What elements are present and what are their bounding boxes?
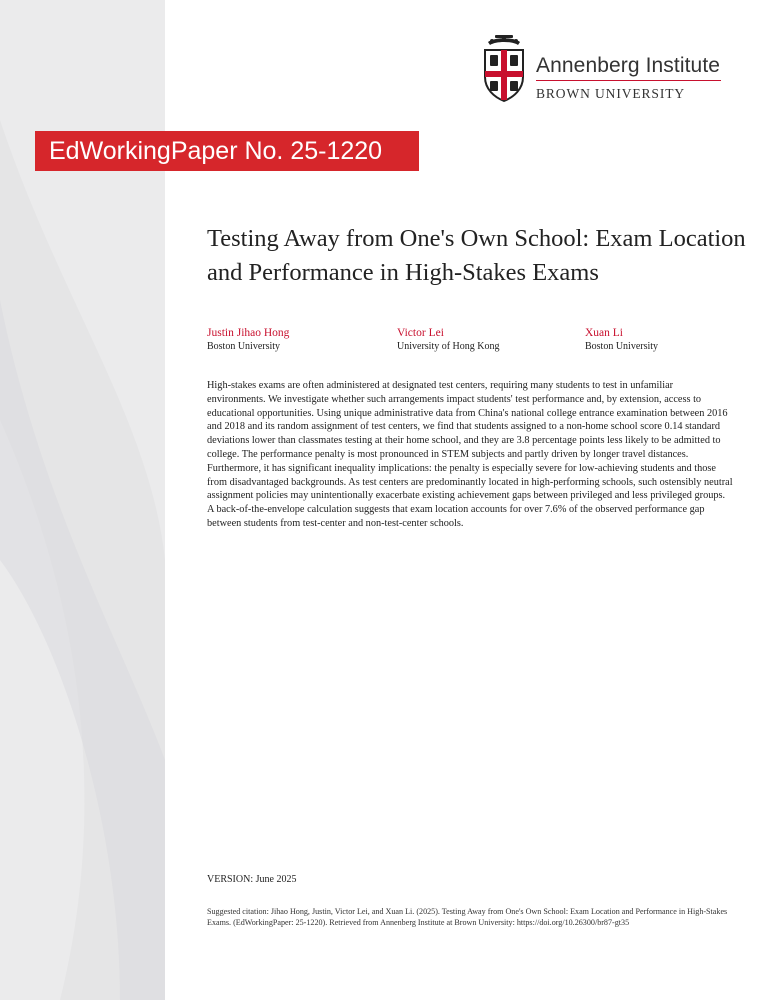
working-paper-banner: EdWorkingPaper No. 25-1220 — [35, 131, 419, 171]
institute-name: Annenberg Institute — [536, 54, 721, 77]
author-affiliation: University of Hong Kong — [397, 341, 500, 352]
university-name: BROWN UNIVERSITY — [536, 86, 686, 101]
author-name: Justin Jihao Hong — [207, 327, 290, 339]
brown-shield-icon — [482, 33, 526, 103]
logo-divider — [536, 80, 721, 81]
abstract: High-stakes exams are often administered at designated test centers, requiring many students to test in unfamiliar environments. We investigate whether such arrangements impact students' test performance and, by extension, access to educational opportunities. Using unique administrative data from China's national college entrance examination between 2016 and 2018 and its random assignment of test centers, we find that students assigned to a non-home school score 0.14 standard deviations lower than classmates testing at their home school, and they are 3.8 percentage points less likely to be admitted to college. The performance penalty is most pronounced in STEM subjects and partly driven by longer travel distances. Furthermore, it has significant inequality implications: the penalty is especially severe for low-achieving students and those from disadvantaged backgrounds. As test centers are predominantly located in high-performing schools, such ostensibly neutral assignment policies may unintentionally exacerbate existing achievement gaps between privileged and less privileged groups. A back-of-the-envelope calculation suggests that exam location accounts for over 7.6% of the observed performance gap between students from test-center and non-test-center schools. — [207, 380, 733, 529]
author-affiliation: Boston University — [207, 341, 281, 352]
author-block — [585, 326, 765, 354]
author-name: Xuan Li — [585, 327, 624, 339]
author-name: Victor Lei — [397, 327, 444, 339]
annenberg-logo[interactable] — [482, 33, 732, 103]
suggested-citation: Suggested citation: Jihao Hong, Justin, Victor Lei, and Xuan Li. (2025). Testing Away from One's Own School: Exam Location and Performance in High-Stakes Exams. (EdWorkingPaper: 25-1220). Retrieved from Annenberg Institute at Brown University: https://doi.org/10.26300/br87-gt35 — [207, 907, 728, 928]
author-block — [207, 326, 387, 354]
author-affiliation: Boston University — [585, 341, 659, 352]
paper-title: Testing Away from One's Own School: Exam Location and Performance in High-Stakes Exams — [207, 225, 746, 286]
version-label: VERSION: June 2025 — [207, 874, 297, 885]
author-block — [397, 326, 577, 354]
